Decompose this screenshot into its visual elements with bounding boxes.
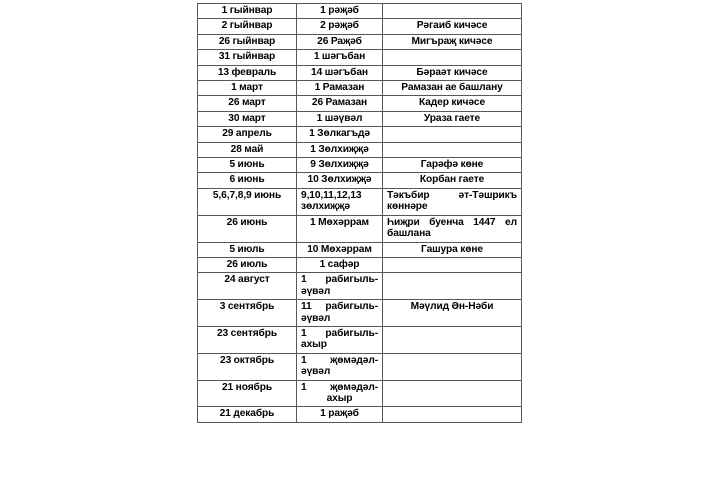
gregorian-date-cell: 2 гыйнвар xyxy=(198,19,297,34)
event-name-cell: Гарәфә көне xyxy=(383,158,522,173)
event-name-cell: Рамазан ае башлану xyxy=(383,81,522,96)
gregorian-date-cell: 13 февраль xyxy=(198,65,297,80)
hijri-date-cell: 11 рабигыль-әүвәл xyxy=(297,300,383,327)
event-name-cell: Гашура көне xyxy=(383,242,522,257)
hijri-date-cell: 1 рәҗәб xyxy=(297,4,383,19)
hijri-date-cell: 14 шәгъбан xyxy=(297,65,383,80)
event-name-cell xyxy=(383,127,522,142)
event-name-cell: Кадер кичәсе xyxy=(383,96,522,111)
hijri-date-cell: 10 Зөлхиҗҗә xyxy=(297,173,383,188)
gregorian-date-cell: 29 апрель xyxy=(198,127,297,142)
table-row xyxy=(198,188,522,215)
event-name-cell xyxy=(383,142,522,157)
event-name-cell xyxy=(383,407,522,422)
event-name-cell: Тәкъбир әт-Тәшрикъ көннәре xyxy=(383,188,522,215)
event-name-cell xyxy=(383,4,522,19)
gregorian-date-cell: 5 июнь xyxy=(198,158,297,173)
gregorian-date-cell: 5,6,7,8,9 июнь xyxy=(198,188,297,215)
event-name-cell: Мигъраҗ кичәсе xyxy=(383,34,522,49)
table-row xyxy=(198,257,522,272)
table-row xyxy=(198,273,522,300)
hijri-date-cell: 9,10,11,12,13 зөлхиҗҗә xyxy=(297,188,383,215)
hijri-date-cell: 1 шәгъбан xyxy=(297,50,383,65)
table-row xyxy=(198,173,522,188)
gregorian-date-cell: 6 июнь xyxy=(198,173,297,188)
hijri-date-cell: 1 Зөлхиҗҗә xyxy=(297,142,383,157)
gregorian-date-cell: 28 май xyxy=(198,142,297,157)
table-row xyxy=(198,215,522,242)
table-row xyxy=(198,65,522,80)
table-row xyxy=(198,158,522,173)
hijri-date-cell: 10 Мөхәррам xyxy=(297,242,383,257)
table-row xyxy=(198,19,522,34)
table-row xyxy=(198,81,522,96)
gregorian-date-cell: 31 гыйнвар xyxy=(198,50,297,65)
hijri-date-cell: 26 Рамазан xyxy=(297,96,383,111)
table-row xyxy=(198,407,522,422)
hijri-date-cell: 1 рабигыль-ахыр xyxy=(297,326,383,353)
table-row xyxy=(198,142,522,157)
table-row xyxy=(198,50,522,65)
hijri-date-cell: 1 җөмәдәл-ахыр xyxy=(297,380,383,407)
table-row xyxy=(198,353,522,380)
table-row xyxy=(198,242,522,257)
hijri-date-cell: 1 шәүвәл xyxy=(297,111,383,126)
gregorian-date-cell: 26 июль xyxy=(198,257,297,272)
hijri-date-cell: 1 Зөлкагъдә xyxy=(297,127,383,142)
event-name-cell xyxy=(383,380,522,407)
table-row xyxy=(198,4,522,19)
hijri-date-cell: 26 Раҗәб xyxy=(297,34,383,49)
hijri-date-cell: 9 Зөлхиҗҗә xyxy=(297,158,383,173)
event-name-cell: Бәраәт кичәсе xyxy=(383,65,522,80)
event-name-cell: Һиҗри буенча 1447 ел башлана xyxy=(383,215,522,242)
gregorian-date-cell: 24 август xyxy=(198,273,297,300)
gregorian-date-cell: 26 июнь xyxy=(198,215,297,242)
event-name-cell: Корбан гаете xyxy=(383,173,522,188)
table-row xyxy=(198,111,522,126)
gregorian-date-cell: 1 гыйнвар xyxy=(198,4,297,19)
hijri-date-cell: 1 Рамазан xyxy=(297,81,383,96)
hijri-date-cell: 1 раҗәб xyxy=(297,407,383,422)
hijri-date-cell: 1 сафәр xyxy=(297,257,383,272)
event-name-cell: Ураза гаете xyxy=(383,111,522,126)
gregorian-date-cell: 5 июль xyxy=(198,242,297,257)
islamic-calendar-table xyxy=(197,3,522,423)
table-body xyxy=(198,4,522,423)
gregorian-date-cell: 23 октябрь xyxy=(198,353,297,380)
gregorian-date-cell: 1 март xyxy=(198,81,297,96)
gregorian-date-cell: 3 сентябрь xyxy=(198,300,297,327)
event-name-cell xyxy=(383,273,522,300)
gregorian-date-cell: 21 ноябрь xyxy=(198,380,297,407)
hijri-date-cell: 2 рәҗәб xyxy=(297,19,383,34)
hijri-date-cell: 1 рабигыль-әүвәл xyxy=(297,273,383,300)
gregorian-date-cell: 26 гыйнвар xyxy=(198,34,297,49)
event-name-cell xyxy=(383,353,522,380)
event-name-cell xyxy=(383,50,522,65)
gregorian-date-cell: 21 декабрь xyxy=(198,407,297,422)
table-row xyxy=(198,300,522,327)
table-row xyxy=(198,127,522,142)
hijri-date-cell: 1 Мөхәррам xyxy=(297,215,383,242)
event-name-cell xyxy=(383,326,522,353)
event-name-cell: Мәүлид Ән-Нәби xyxy=(383,300,522,327)
gregorian-date-cell: 23 сентябрь xyxy=(198,326,297,353)
table-row xyxy=(198,34,522,49)
table-row xyxy=(198,96,522,111)
gregorian-date-cell: 30 март xyxy=(198,111,297,126)
event-name-cell: Рәгаиб кичәсе xyxy=(383,19,522,34)
gregorian-date-cell: 26 март xyxy=(198,96,297,111)
table-row xyxy=(198,326,522,353)
hijri-date-cell: 1 җөмәдәл-әүвәл xyxy=(297,353,383,380)
table-row xyxy=(198,380,522,407)
event-name-cell xyxy=(383,257,522,272)
